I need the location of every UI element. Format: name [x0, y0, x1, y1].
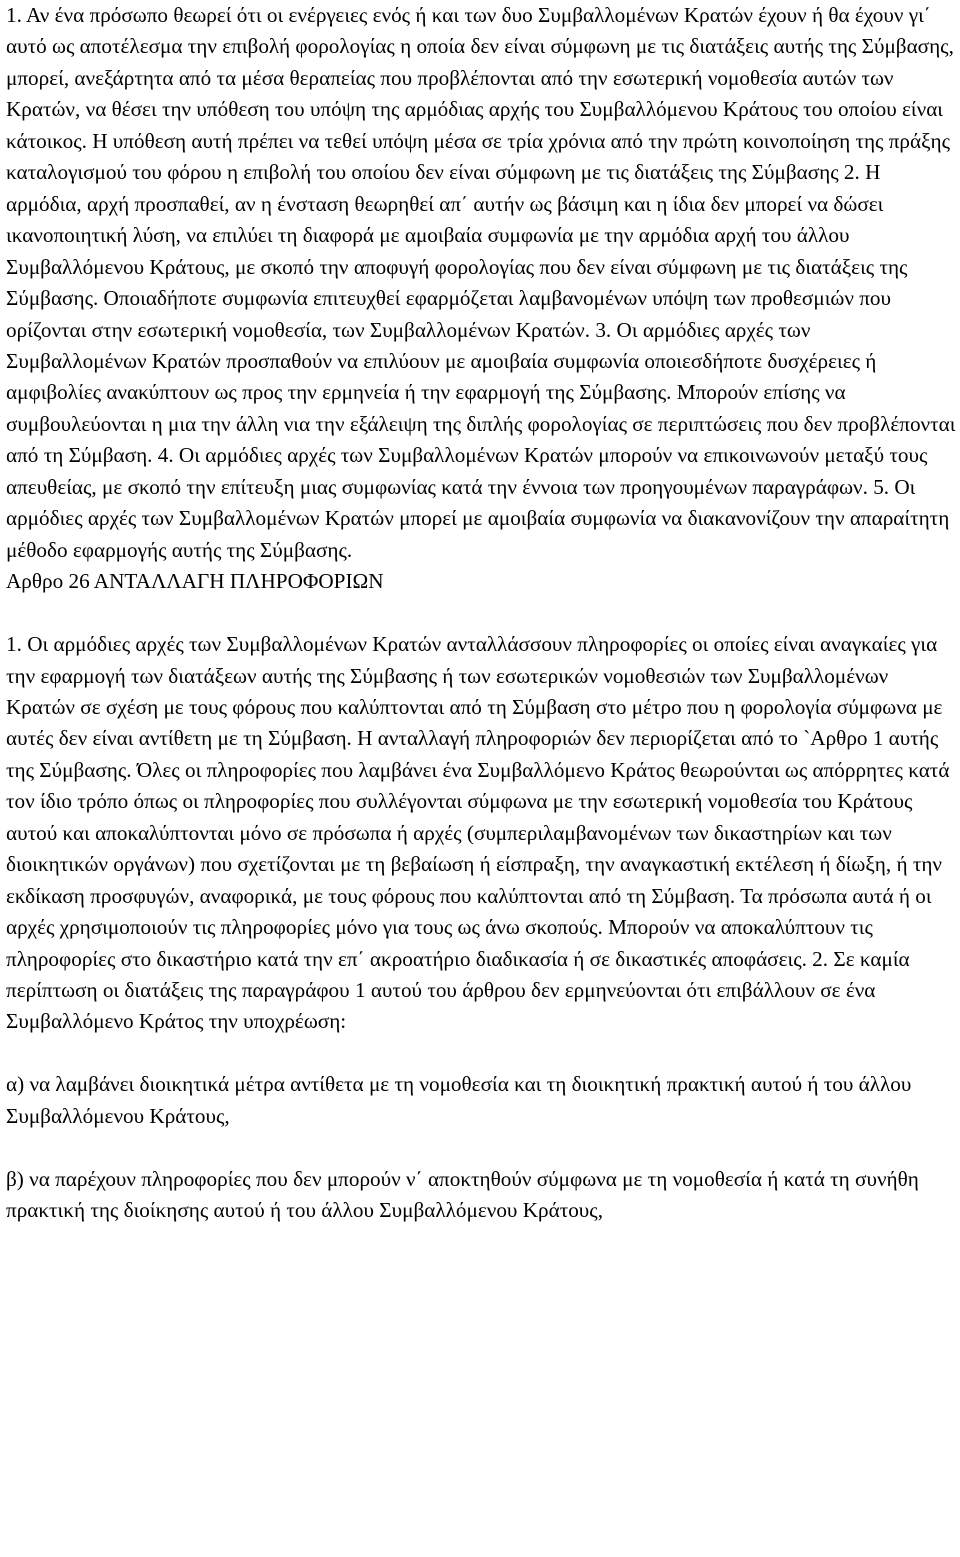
- paragraph-article-25: 1. Αν ένα πρόσωπο θεωρεί ότι οι ενέργειες ενός ή και των δυο Συμβαλλομένων Κρατών έχουν ή θα έχουν γι΄ αυτό ως αποτέλεσμα την επιβολή φορολογίας η οποία δεν είναι σύμφωνη με τις διατάξεις αυτής της Σύμβασης, μπορεί, ανεξάρτητα από τα μέσα θεραπείας που προβλέπονται από την εσωτερική νομοθεσία αυτών των Κρατών, να θέσει την υπόθεση του υπόψη της αρμόδιας αρχής του Συμβαλλόμενου Κράτους του οποίου είναι κάτοικος. Η υπόθεση αυτή πρέπει να τεθεί υπόψη μέσα σε τρία χρόνια από την πρώτη κοινοποίηση της πράξης καταλογισμού του φόρου η επιβολή του οποίου δεν είναι σύμφωνη με τις διατάξεις της Σύμβασης 2. Η αρμόδια, αρχή προσπαθεί, αν η ένσταση θεωρηθεί απ΄ αυτήν ως βάσιμη και η ίδια δεν μπορεί να δώσει ικανοποιητική λύση, να επιλύει τη διαφορά με αμοιβαία συμφωνία με την αρμόδια αρχή του άλλου Συμβαλλόμενου Κράτους, με σκοπό την αποφυγή φορολογίας που δεν είναι σύμφωνη με τις διατάξεις της Σύμβασης. Οποιαδήποτε συμφωνία επιτευχθεί εφαρμόζεται λαμβανομένων υπόψη των προθεσμιών που ορίζονται στην εσωτερική νομοθεσία, των Συμβαλλομένων Κρατών. 3. Οι αρμόδιες αρχές των Συμβαλλομένων Κρατών προσπαθούν να επιλύουν με αμοιβαία συμφωνία οποιεσδήποτε δυσχέρειες ή αμφιβολίες ανακύπτουν ως προς την ερμηνεία ή την εφαρμογή της Σύμβασης. Μπορούν επίσης να συμβουλεύονται η μια την άλλη νια την εξάλειψη της διπλής φορολογίας σε περιπτώσεις που δεν προβλέπονται από τη Σύμβαση. 4. Οι αρμόδιες αρχές των Συμβαλλομένων Κρατών μπορούν να επικοινωνούν μεταξύ τους απευθείας, με σκοπό την επίτευξη μιας συμφωνίας κατά την έννοια των προηγουμένων παραγράφων. 5. Οι αρμόδιες αρχές των Συμβαλλομένων Κρατών μπορεί με αμοιβαία συμφωνία να διακανονίζουν την απαραίτητη μέθοδο εφαρμογής αυτής της Σύμβασης.: [6, 3, 956, 562]
- article-26-heading: Αρθρο 26 ΑΝΤΑΛΛΑΓΗ ΠΛΗΡΟΦΟΡΙΩΝ: [6, 569, 384, 594]
- blank-line: [6, 1038, 956, 1069]
- blank-line: [6, 598, 956, 629]
- list-item-b: β) να παρέχουν πληροφορίες που δεν μπορούν ν΄ αποκτηθούν σύμφωνα με τη νομοθεσία ή κατά τη συνήθη πρακτική της διοίκησης αυτού ή του άλλου Συμβαλλόμενου Κράτους,: [6, 1166, 919, 1223]
- blank-line: [6, 1132, 956, 1163]
- paragraph-article-26: 1. Οι αρμόδιες αρχές των Συμβαλλομένων Κρατών ανταλλάσσουν πληροφορίες οι οποίες είναι αναγκαίες για την εφαρμογή των διατάξεων αυτής της Σύμβασης ή των εσωτερικών νομοθεσιών των Συμβαλλομένων Κρατών σε σχέση με τους φόρους που καλύπτονται από τη Σύμβαση στο μέτρο που η φορολογία σύμφωνα με αυτές δεν είναι αντίθετη με τη Σύμβαση. Η ανταλλαγή πληροφοριών δεν περιορίζεται από το `Αρθρο 1 αυτής της Σύμβασης. Όλες οι πληροφορίες που λαμβάνει ένα Συμβαλλόμενο Κράτος θεωρούνται ως απόρρητες κατά τον ίδιο τρόπο όπως οι πληροφορίες που συλλέγονται σύμφωνα με την εσωτερική νομοθεσία του Κράτους αυτού και αποκαλύπτονται μόνο σε πρόσωπα ή αρχές (συμπεριλαμβανομένων των δικαστηρίων και των διοικητικών οργάνων) που σχετίζονται με τη βεβαίωση ή είσπραξη, την αναγκαστική εκτέλεση ή δίωξη, ή την εκδίκαση προσφυγών, αναφορικά, με τους φόρους που καλύπτονται από τη Σύμβαση. Τα πρόσωπα αυτά ή οι αρχές χρησιμοποιούν τις πληροφορίες μόνο για τους ως άνω σκοπούς. Μπορούν να αποκαλύπτουν τις πληροφορίες στο δικαστήριο κατά την επ΄ ακροατήριο διαδικασία ή σε δικαστικές αποφάσεις. 2. Σε καμία περίπτωση οι διατάξεις της παραγράφου 1 αυτού του άρθρου δεν ερμηνεύονται ότι επιβάλλουν σε ένα Συμβαλλόμενο Κράτος την υποχρέωση:: [6, 632, 950, 1034]
- list-item-a: α) να λαμβάνει διοικητικά μέτρα αντίθετα με τη νομοθεσία και τη διοικητική πρακτική αυτού ή του άλλου Συμβαλλόμενου Κράτους,: [6, 1072, 912, 1128]
